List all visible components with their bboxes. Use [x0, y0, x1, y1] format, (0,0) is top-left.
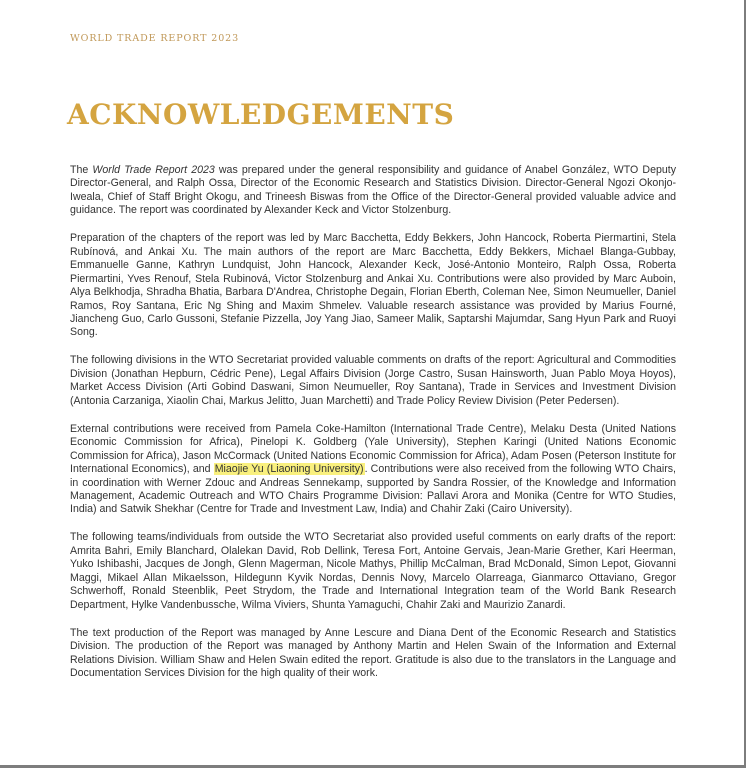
paragraph-1-pre: The	[70, 164, 93, 176]
highlighted-text: Miaojie Yu (Liaoning University)	[214, 463, 364, 476]
body-text	[70, 164, 676, 695]
paragraph-2: Preparation of the chapters of the report was led by Marc Bacchetta, Eddy Bekkers, John Hancock, Roberta Piermartini, Stela Rubínová, and Ankai Xu. The main authors of the report are Marc Bacchetta, Eddy Bekkers, Michael Blanga-Gubbay, Emmanuelle Ganne, Kathryn Lundquist, John Hancock, Alexander Keck, José-Antonio Monteiro, Ralph Ossa, Roberta Piermartini, Yves Renouf, Stela Rubinová, Victor Stolzenburg and Ankai Xu. Contributions were also provided by Marc Auboin, Alya Belkhodja, Shradha Bhatia, Barbara D'Andrea, Christophe Degain, Florian Eberth, Coleman Nee, Simon Neumueller, Daniel Ramos, Roy Santana, Eric Ng Shing and Maxim Shmelev. Valuable research assistance was provided by Marius Fourné, Jiancheng Guo, Carlo Gussoni, Stefanie Pizzella, Joy Yang Jiao, Sameer Malik, Saptarshi Majumdar, Sang Hyun Park and Ruoyi Song.	[70, 232, 676, 339]
paragraph-4-before: External contributions were received from Pamela Coke-Hamilton (International Trade Centre), Melaku Desta (United Nations Economic Commission for Africa), Pinelopi K. Goldberg (Yale University), Stephen Karingi (United Nations Economic Commission for Africa), Jason McCormack (United Nations Economic Commission for Africa), Adam Posen (Peterson Institute for International Economics), and	[70, 422, 676, 476]
paragraph-3: The following divisions in the WTO Secretariat provided valuable comments on drafts of the report: Agricultural and Commodities Division (Jonathan Hepburn, Cédric Pene), Legal Affairs Division (Jorge Castro, Susan Hainsworth, Juan Pablo Moya Hoyos), Market Access Division (Arti Gobind Daswani, Simon Neumueller, Roy Santana), Trade in Services and Investment Division (Antonia Carzaniga, Xiaolin Chai, Markus Jelitto, Juan Marchetti) and Trade Policy Review Division (Peter Pedersen).	[70, 354, 676, 407]
paragraph-1-rest: was prepared under the general responsibility and guidance of Anabel González, WTO Deputy Director-General, and Ralph Ossa, Director of the Economic Research and Statistics Division. Director-General Ngozi Okonjo-Iweala, Chief of Staff Bright Okogu, and Trineesh Biswas from the Office of the Director-General provided valuable advice and guidance. The report was coordinated by Alexander Keck and Victor Stolzenburg.	[70, 164, 676, 217]
paragraph-1	[70, 164, 676, 218]
report-title-italic: World Trade Report 2023	[92, 164, 215, 176]
paragraph-5: The following teams/individuals from outside the WTO Secretariat also provided useful comments on early drafts of the report: Amrita Bahri, Emily Blanchard, Olalekan David, Rob Dellink, Teresa Fort, Antoine Gervais, Jean-Marie Grether, Kari Heerman, Yuko Ishibashi, Jacques de Jongh, Glenn Magerman, Nicole Mathys, Phillip McCalman, Brad McDonald, Simon Lepot, Giovanni Maggi, Mikael Allan Mikaelsson, Hildegunn Kyvik Nordas, Dennis Novy, Marcelo Olarreaga, Gianmarco Ottaviano, Gregor Schwerhoff, Ronald Steenblik, Peet Strydom, the Trade and International Integration team of the World Bank Research Department, Hylke Vandenbussche, Wilma Viviers, Shunta Yamaguchi, Chahir Zaki and Maurizio Zanardi.	[70, 531, 676, 611]
page-title: ACKNOWLEDGEMENTS	[67, 98, 455, 131]
paragraph-4-after: . Contributions were also received from the following WTO Chairs, in coordination with Werner Zdouc and Andreas Sennekamp, supported by Sandra Rossier, of the Knowledge and Information Management, Academic Outreach and WTO Chairs Programme Division: Pallavi Arora and Monika (Centre for WTO Studies, India) and Satwik Shekhar (Centre for Trade and Investment Law, India) and Chahir Zaki (Cairo University).	[70, 463, 676, 516]
paragraph-4	[70, 423, 676, 517]
paragraph-6: The text production of the Report was managed by Anne Lescure and Diana Dent of the Economic Research and Statistics Division. The production of the Report was managed by Anthony Martin and Helen Swain of the Information and External Relations Division. William Shaw and Helen Swain edited the report. Gratitude is also due to the translators in the Language and Documentation Services Division for the high quality of their work.	[70, 626, 676, 679]
running-header: WORLD TRADE REPORT 2023	[70, 33, 240, 44]
